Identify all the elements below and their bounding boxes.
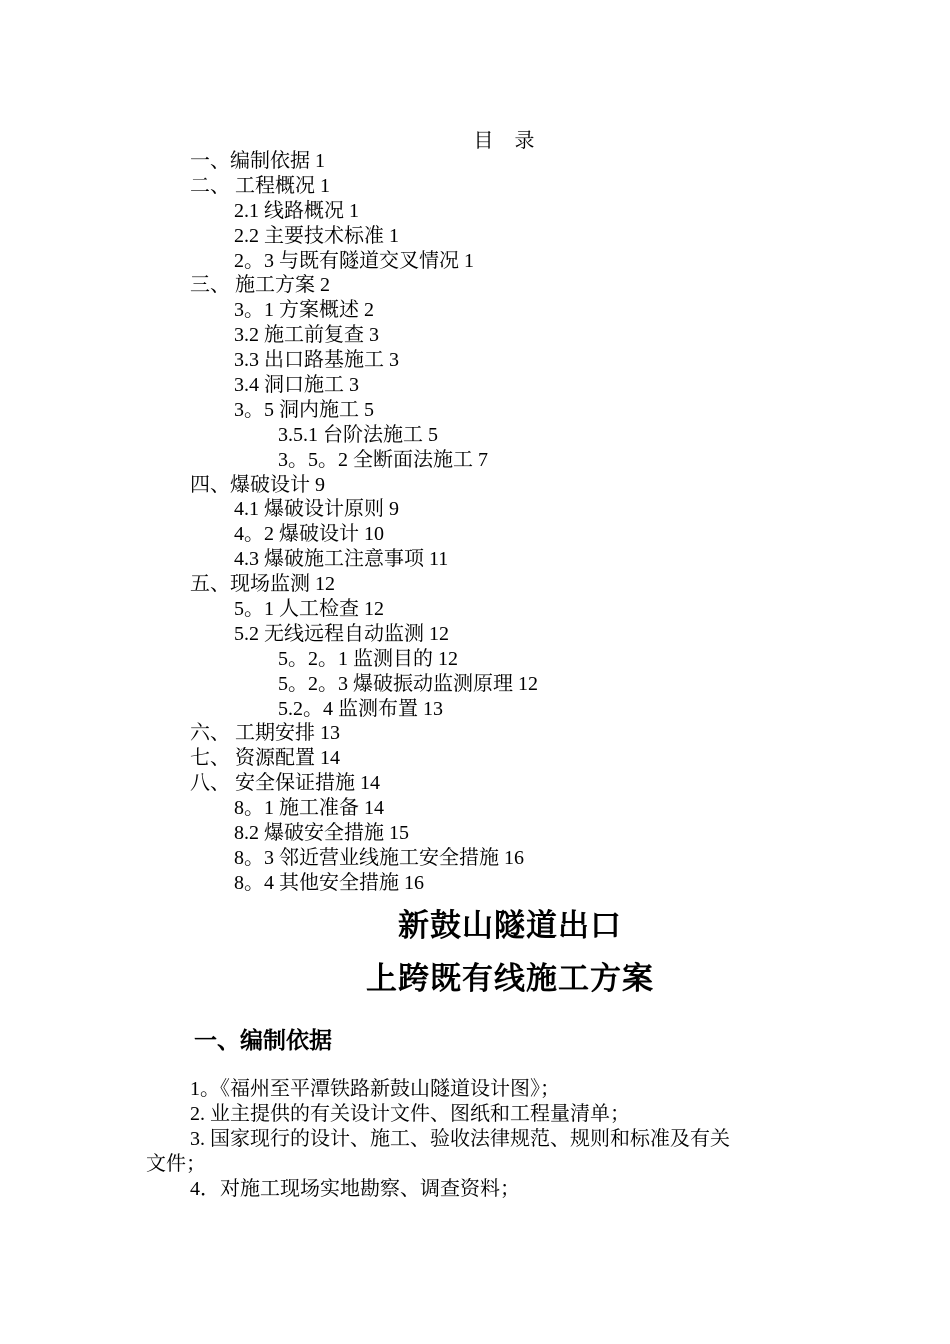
body-paragraph: 1。《福州至平潭铁路新鼓山隧道设计图》； bbox=[190, 1078, 560, 1100]
section-heading: 一、编制依据 bbox=[194, 1028, 332, 1054]
toc-entry[interactable]: 3。5 洞内施工 5 bbox=[234, 399, 374, 421]
toc-entry[interactable]: 2。3 与既有隧道交叉情况 1 bbox=[234, 250, 474, 272]
toc-entry[interactable]: 3.4 洞口施工 3 bbox=[234, 374, 359, 396]
toc-entry[interactable]: 5。2。3 爆破振动监测原理 12 bbox=[278, 673, 538, 695]
toc-entry[interactable]: 五、现场监测 12 bbox=[190, 573, 335, 595]
toc-entry[interactable]: 七、 资源配置 14 bbox=[190, 747, 340, 769]
toc-entry[interactable]: 3.3 出口路基施工 3 bbox=[234, 349, 399, 371]
toc-entry[interactable]: 4.3 爆破施工注意事项 11 bbox=[234, 548, 449, 570]
toc-entry[interactable]: 5.2。4 监测布置 13 bbox=[278, 698, 443, 720]
body-paragraph: 2. 业主提供的有关设计文件、图纸和工程量清单； bbox=[190, 1103, 630, 1125]
toc-entry[interactable]: 2.1 线路概况 1 bbox=[234, 200, 359, 222]
body-paragraph: 文件； bbox=[146, 1153, 206, 1175]
toc-entry[interactable]: 5.2 无线远程自动监测 12 bbox=[234, 623, 449, 645]
toc-entry[interactable]: 5。2。1 监测目的 12 bbox=[278, 648, 458, 670]
document-title-line2: 上跨既有线施工方案 bbox=[366, 961, 654, 997]
toc-entry[interactable]: 四、爆破设计 9 bbox=[190, 474, 325, 496]
toc-entry[interactable]: 3。1 方案概述 2 bbox=[234, 299, 374, 321]
toc-entry[interactable]: 一、编制依据 1 bbox=[190, 150, 325, 172]
toc-title: 目 录 bbox=[473, 130, 543, 152]
toc-entry[interactable]: 二、 工程概况 1 bbox=[190, 175, 330, 197]
toc-entry[interactable]: 3.2 施工前复查 3 bbox=[234, 324, 379, 346]
toc-entry[interactable]: 8.2 爆破安全措施 15 bbox=[234, 822, 409, 844]
toc-entry[interactable]: 3.5.1 台阶法施工 5 bbox=[278, 424, 438, 446]
toc-entry[interactable]: 六、 工期安排 13 bbox=[190, 722, 340, 744]
document-title-line1: 新鼓山隧道出口 bbox=[398, 908, 622, 944]
toc-entry[interactable]: 2.2 主要技术标准 1 bbox=[234, 225, 399, 247]
toc-entry[interactable]: 4。2 爆破设计 10 bbox=[234, 523, 384, 545]
toc-entry[interactable]: 5。1 人工检查 12 bbox=[234, 598, 384, 620]
toc-entry[interactable]: 8。4 其他安全措施 16 bbox=[234, 872, 424, 894]
body-paragraph: 4．对施工现场实地勘察、调查资料； bbox=[190, 1178, 520, 1200]
toc-entry[interactable]: 4.1 爆破设计原则 9 bbox=[234, 498, 399, 520]
toc-entry[interactable]: 八、 安全保证措施 14 bbox=[190, 772, 380, 794]
toc-entry[interactable]: 8。1 施工准备 14 bbox=[234, 797, 384, 819]
toc-entry[interactable]: 3。5。2 全断面法施工 7 bbox=[278, 449, 488, 471]
toc-entry[interactable]: 8。3 邻近营业线施工安全措施 16 bbox=[234, 847, 524, 869]
body-paragraph: 3. 国家现行的设计、施工、验收法律规范、规则和标准及有关 bbox=[190, 1128, 730, 1150]
toc-entry[interactable]: 三、 施工方案 2 bbox=[190, 274, 330, 296]
